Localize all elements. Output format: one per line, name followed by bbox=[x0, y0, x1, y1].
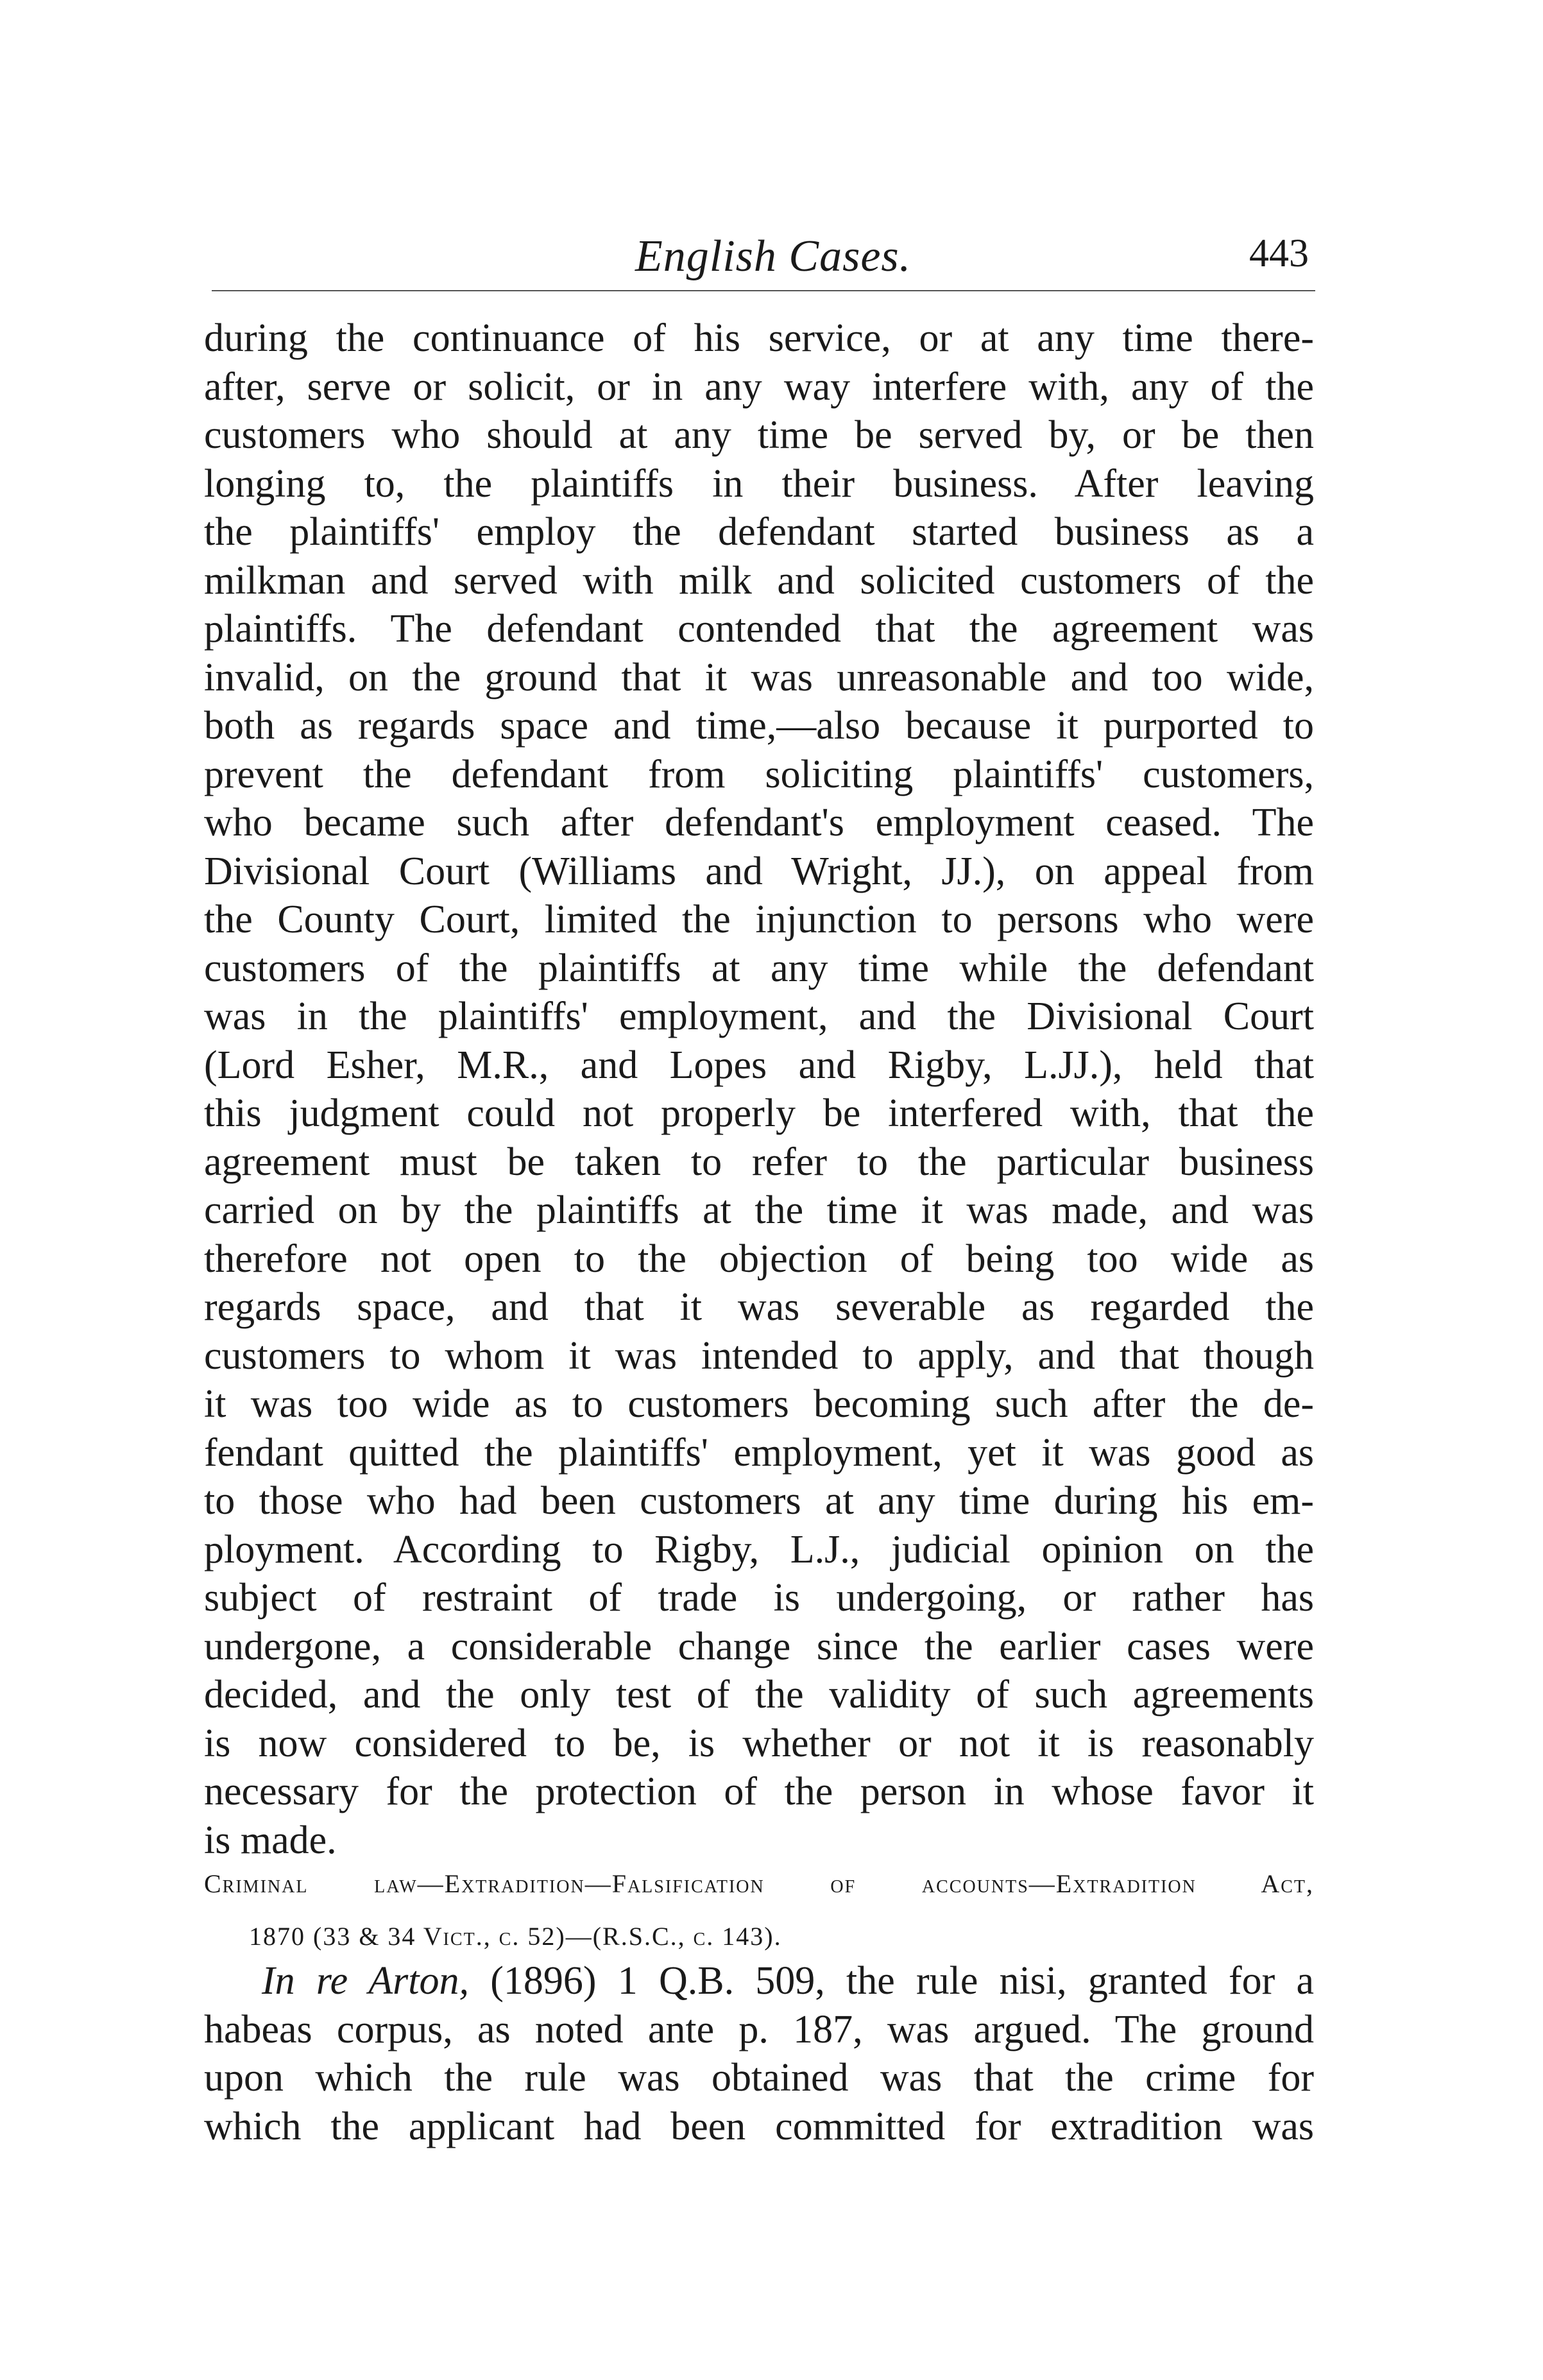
running-title: English Cases. bbox=[635, 232, 912, 281]
text-line: Divisional Court (Williams and Wright, JJ.), on appeal from bbox=[204, 849, 1314, 893]
case-paragraph bbox=[204, 1957, 1314, 2151]
text-line: regards space, and that it was severable as regarded the bbox=[204, 1285, 1314, 1329]
text-line bbox=[204, 1957, 1314, 2006]
text-line: milkman and served with milk and solicited customers of the bbox=[204, 558, 1314, 603]
text-line: the County Court, limited the injunction to persons who were bbox=[204, 898, 1314, 941]
text-line: was in the plaintiffs' employment, and the Divisional Court bbox=[204, 995, 1314, 1038]
text-line: which the applicant had been committed for extradition was bbox=[204, 2104, 1314, 2148]
text-line: plaintiffs. The defendant contended that the agreement was bbox=[204, 607, 1314, 651]
text-line: decided, and the only test of the validity of such agreements bbox=[204, 1673, 1314, 1717]
text-line: necessary for the protection of the person in whose favor it bbox=[204, 1770, 1314, 1813]
text-line: fendant quitted the plaintiffs' employment, yet it was good as bbox=[204, 1430, 1314, 1475]
page-number: 443 bbox=[1249, 232, 1309, 275]
section-heading bbox=[204, 1858, 1314, 1963]
text-line: therefore not open to the objection of being too wide as bbox=[204, 1237, 1314, 1281]
text-line: is made. bbox=[204, 1818, 337, 1862]
header-rule bbox=[212, 290, 1315, 291]
text-line: customers who should at any time be served by, or be then bbox=[204, 413, 1314, 457]
text-line: after, serve or solicit, or in any way interfere with, any of the bbox=[204, 364, 1314, 409]
text-line: customers to whom it was intended to apply, and that though bbox=[204, 1333, 1314, 1378]
text-line: who became such after defendant's employment ceased. The bbox=[204, 801, 1314, 844]
text-line: agreement must be taken to refer to the particular business bbox=[204, 1140, 1314, 1184]
text-line: undergone, a considerable change since the earlier cases were bbox=[204, 1624, 1314, 1668]
text-line: longing to, the plaintiffs in their business. After leaving bbox=[204, 461, 1314, 506]
text-line: during the continuance of his service, or at any time there- bbox=[204, 316, 1314, 360]
text-line: habeas corpus, as noted ante p. 187, was argued. The ground bbox=[204, 2007, 1314, 2051]
case-name: In re Arton, bbox=[262, 1959, 470, 2003]
text-line: the plaintiffs' employ the defendant started business as a bbox=[204, 510, 1314, 554]
running-header bbox=[212, 231, 1315, 302]
case-citation: (1896) 1 Q.B. 509, the rule nisi, granted for a bbox=[469, 1959, 1314, 2003]
text-line: invalid, on the ground that it was unreasonable and too wide, bbox=[204, 655, 1314, 699]
text-line: ployment. According to Rigby, L.J., judicial opinion on the bbox=[204, 1527, 1314, 1571]
text-line: is now considered to be, is whether or not it is reasonably bbox=[204, 1721, 1314, 1765]
text-line: prevent the defendant from soliciting plaintiffs' customers, bbox=[204, 752, 1314, 796]
section-heading-line: 1870 (33 & 34 Vict., c. 52)—(R.S.C., c. 143). bbox=[249, 1922, 782, 1951]
section-heading-line: Criminal law—Extradition—Falsification of accounts—Extradition Act, bbox=[204, 1869, 1314, 1898]
text-line: both as regards space and time,—also because it purported to bbox=[204, 704, 1314, 748]
body-paragraph bbox=[204, 314, 1314, 1865]
text-line: (Lord Esher, M.R., and Lopes and Rigby, L.JJ.), held that bbox=[204, 1043, 1314, 1087]
text-line: this judgment could not properly be interfered with, that the bbox=[204, 1092, 1314, 1135]
text-line: carried on by the plaintiffs at the time it was made, and was bbox=[204, 1188, 1314, 1232]
text-line: to those who had been customers at any time during his em- bbox=[204, 1479, 1314, 1523]
text-line: subject of restraint of trade is undergoing, or rather has bbox=[204, 1576, 1314, 1620]
text-line: it was too wide as to customers becoming such after the de- bbox=[204, 1382, 1314, 1426]
text-line: upon which the rule was obtained was that the crime for bbox=[204, 2056, 1314, 2100]
text-line: customers of the plaintiffs at any time while the defendant bbox=[204, 946, 1314, 990]
